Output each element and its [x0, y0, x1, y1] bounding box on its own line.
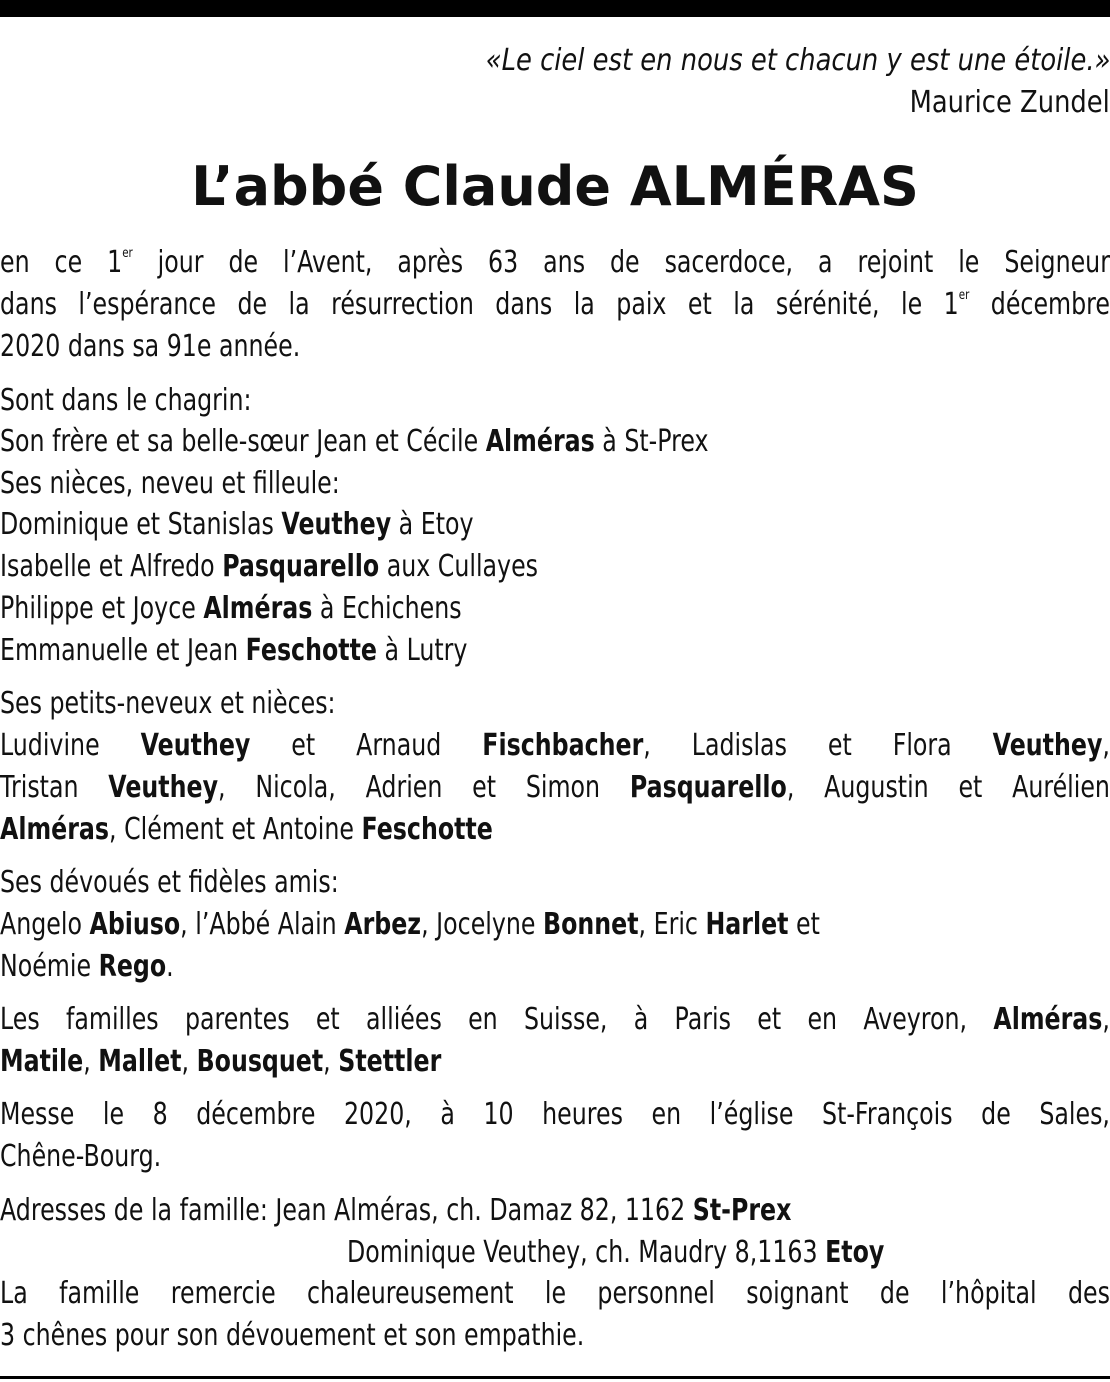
grand-heading: Ses petits-neveux et nièces: [0, 686, 336, 721]
address-line-1: Adresses de la famille: Jean Alméras, ch. Damaz 82, 1162 St-Prex [0, 1193, 792, 1228]
epigraph-quote: «Le ciel est en nous et chacun y est une étoile.» [485, 43, 1110, 78]
family-heading: Sont dans le chagrin: [0, 383, 252, 418]
intro-line-1: en ce 1er jour de l’Avent, après 63 ans de sacerdoce, a rejoint le Seigneur [0, 245, 1110, 280]
family-brother: Son frère et sa belle-sœur Jean et Cécile Alméras à St-Prex [0, 424, 709, 459]
thanks-line-2: 3 chênes pour son dévouement et son empathie. [0, 1318, 585, 1353]
relatives-line-2: Matile, Mallet, Bousquet, Stettler [0, 1044, 442, 1079]
nieces-heading: Ses nièces, neveu et filleule: [0, 466, 340, 501]
top-rule [0, 0, 1110, 17]
friends-heading: Ses dévoués et fidèles amis: [0, 865, 339, 900]
intro-line-3: 2020 dans sa 91e année. [0, 329, 301, 364]
bottom-rule [0, 1376, 1110, 1379]
niece-line-1: Dominique et Stanislas Veuthey à Etoy [0, 507, 474, 542]
grand-line-2: Tristan Veuthey, Nicola, Adrien et Simon Pasquarello, Augustin et Aurélien [0, 770, 1110, 805]
epigraph-author: Maurice Zundel [909, 85, 1110, 120]
mass-line-2: Chêne-Bourg. [0, 1139, 162, 1174]
niece-line-2: Isabelle et Alfredo Pasquarello aux Cullayes [0, 549, 539, 584]
thanks-line-1: La famille remercie chaleureusement le personnel soignant de l’hôpital des [0, 1276, 1110, 1311]
friends-line-1: Angelo Abiuso, l’Abbé Alain Arbez, Jocelyne Bonnet, Eric Harlet et [0, 907, 820, 942]
mass-line-1: Messe le 8 décembre 2020, à 10 heures en l’église St-François de Sales, [0, 1097, 1110, 1132]
address-line-2: Dominique Veuthey, ch. Maudry 8,1163 Etoy [347, 1235, 885, 1270]
niece-line-4: Emmanuelle et Jean Feschotte à Lutry [0, 633, 468, 668]
niece-line-3: Philippe et Joyce Alméras à Echichens [0, 591, 462, 626]
grand-line-3: Alméras, Clément et Antoine Feschotte [0, 812, 493, 847]
friends-line-2: Noémie Rego. [0, 949, 174, 984]
intro-line-2: dans l’espérance de la résurrection dans la paix et la sérénité, le 1er décembre [0, 287, 1110, 322]
relatives-line-1: Les familles parentes et alliées en Suisse, à Paris et en Aveyron, Alméras, [0, 1002, 1110, 1037]
deceased-name: L’abbé Claude ALMÉRAS [191, 155, 919, 218]
grand-line-1: Ludivine Veuthey et Arnaud Fischbacher, Ladislas et Flora Veuthey, [0, 728, 1110, 763]
